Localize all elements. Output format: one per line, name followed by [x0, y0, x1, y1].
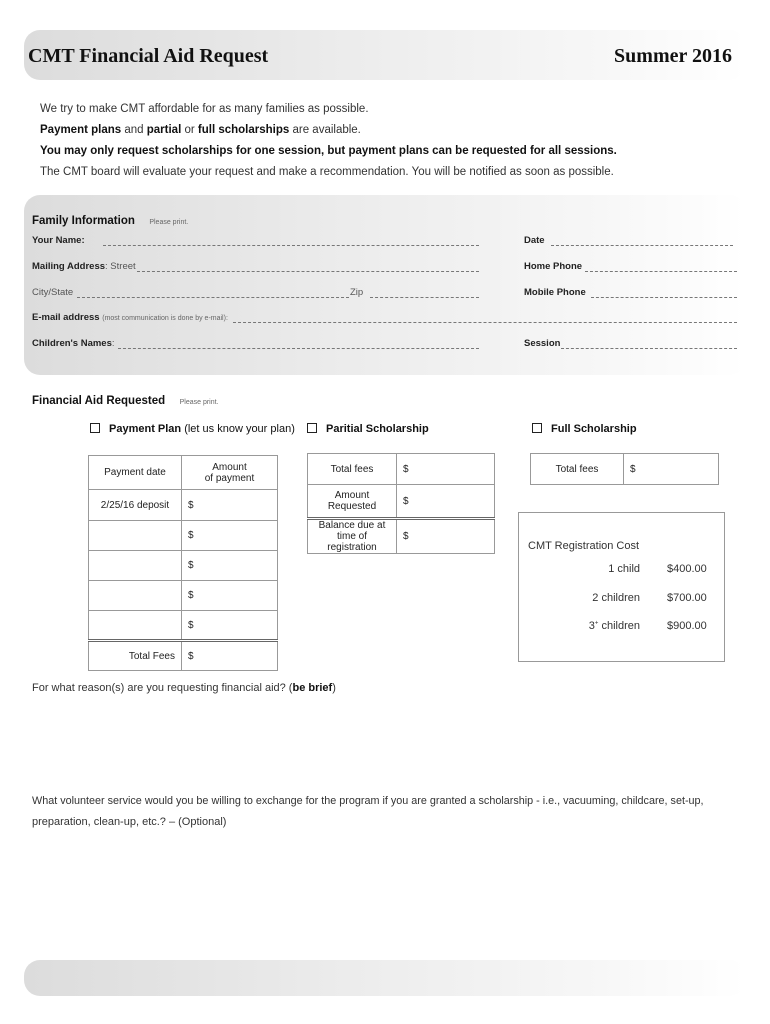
family-info-heading: Family Information Please print. — [32, 215, 189, 227]
payment-amount-cell[interactable]: $ — [182, 551, 278, 581]
table-row — [89, 490, 278, 521]
full-total-fees-cell[interactable]: $ — [624, 454, 719, 485]
partial-scholarship-checkbox[interactable] — [307, 423, 317, 433]
table-row — [89, 521, 278, 551]
table-row — [308, 485, 495, 519]
zip-label: Zip — [350, 287, 364, 298]
amount-requested-cell[interactable]: $ — [397, 485, 495, 519]
footer-band — [24, 960, 746, 996]
table-row — [308, 454, 495, 485]
full-total-fees-label: Total fees — [531, 454, 624, 485]
payment-date-cell[interactable] — [89, 581, 182, 611]
children-label: Children's Names: — [32, 338, 115, 349]
payment-date-cell[interactable] — [89, 521, 182, 551]
reason-answer-area[interactable] — [32, 702, 732, 782]
date-label: Date — [524, 235, 545, 246]
payment-plan-option[interactable]: Payment Plan (let us know your plan) — [90, 423, 295, 435]
mailing-address-label: Mailing Address: Street — [32, 261, 136, 272]
full-scholarship-checkbox[interactable] — [532, 423, 542, 433]
intro-line-2: Payment plans and partial or full scholarships are available. — [40, 124, 361, 136]
cost-item-label: 3+ children — [588, 620, 640, 632]
partial-scholarship-option[interactable]: Paritial Scholarship — [307, 423, 429, 435]
intro-line-3: You may only request scholarships for one session, but payment plans can be requested for all sessions. — [40, 145, 617, 157]
total-fees-label: Total Fees — [89, 641, 182, 671]
reason-question: For what reason(s) are you requesting financial aid? (be brief) — [32, 682, 336, 694]
table-row — [89, 551, 278, 581]
volunteer-question-line-2: preparation, clean-up, etc.? – (Optional) — [32, 816, 227, 828]
amount-requested-label: Amount Requested — [308, 485, 397, 519]
email-label: E-mail address (most communication is done by e-mail): — [32, 312, 228, 323]
children-field[interactable] — [118, 348, 479, 349]
city-state-field[interactable] — [77, 297, 349, 298]
payment-plan-table — [88, 455, 278, 671]
session-field[interactable] — [561, 348, 737, 349]
page-title: CMT Financial Aid Request — [28, 45, 269, 67]
home-phone-field[interactable] — [585, 271, 737, 272]
your-name-field[interactable] — [103, 245, 479, 246]
cost-item-price: $400.00 — [667, 563, 707, 575]
table-row — [89, 456, 278, 490]
partial-total-fees-label: Total fees — [308, 454, 397, 485]
payment-date-cell[interactable] — [89, 611, 182, 641]
date-field[interactable] — [551, 245, 733, 246]
mobile-phone-label: Mobile Phone — [524, 287, 586, 298]
intro-line-4: The CMT board will evaluate your request and make a recommendation. You will be notified as soon as possible. — [40, 166, 614, 178]
term-label: Summer 2016 — [614, 45, 732, 67]
mobile-phone-field[interactable] — [591, 297, 737, 298]
registration-cost-box — [518, 512, 725, 662]
payment-date-cell[interactable]: 2/25/16 deposit — [89, 490, 182, 521]
session-label: Session — [524, 338, 561, 349]
table-row — [89, 581, 278, 611]
partial-scholarship-table — [307, 453, 495, 554]
full-scholarship-option[interactable]: Full Scholarship — [532, 423, 637, 435]
cost-item-price: $900.00 — [667, 620, 707, 632]
cost-item-price: $700.00 — [667, 592, 707, 604]
payment-date-cell[interactable] — [89, 551, 182, 581]
total-fees-cell[interactable]: $ — [182, 641, 278, 671]
payment-amount-cell[interactable]: $ — [182, 611, 278, 641]
amount-header: Amount of payment — [182, 456, 278, 490]
balance-due-cell[interactable]: $ — [397, 519, 495, 554]
home-phone-label: Home Phone — [524, 261, 583, 272]
mailing-address-field[interactable] — [137, 271, 479, 272]
balance-due-label: Balance due at time of registration — [308, 519, 397, 554]
payment-amount-cell[interactable]: $ — [182, 490, 278, 521]
full-scholarship-table — [530, 453, 719, 485]
payment-date-header: Payment date — [89, 456, 182, 490]
payment-plan-checkbox[interactable] — [90, 423, 100, 433]
cost-item-label: 1 child — [608, 563, 640, 575]
table-row — [531, 454, 719, 485]
volunteer-question-line-1: What volunteer service would you be willing to exchange for the program if you are granted a scholarship - i.e., vacuuming, childcare, set-up, — [32, 795, 704, 807]
table-row — [89, 611, 278, 641]
table-row — [89, 641, 278, 671]
registration-cost-title: CMT Registration Cost — [528, 540, 640, 552]
volunteer-answer-area[interactable] — [32, 838, 732, 948]
payment-amount-cell[interactable]: $ — [182, 581, 278, 611]
financial-aid-heading: Financial Aid Requested Please print. — [32, 395, 219, 407]
partial-total-fees-cell[interactable]: $ — [397, 454, 495, 485]
table-row — [308, 519, 495, 554]
payment-amount-cell[interactable]: $ — [182, 521, 278, 551]
cost-item-label: 2 children — [592, 592, 640, 604]
city-state-label: City/State — [32, 287, 74, 298]
your-name-label: Your Name: — [32, 235, 85, 246]
zip-field[interactable] — [370, 297, 479, 298]
email-field[interactable] — [233, 322, 737, 323]
intro-line-1: We try to make CMT affordable for as many families as possible. — [40, 103, 369, 115]
